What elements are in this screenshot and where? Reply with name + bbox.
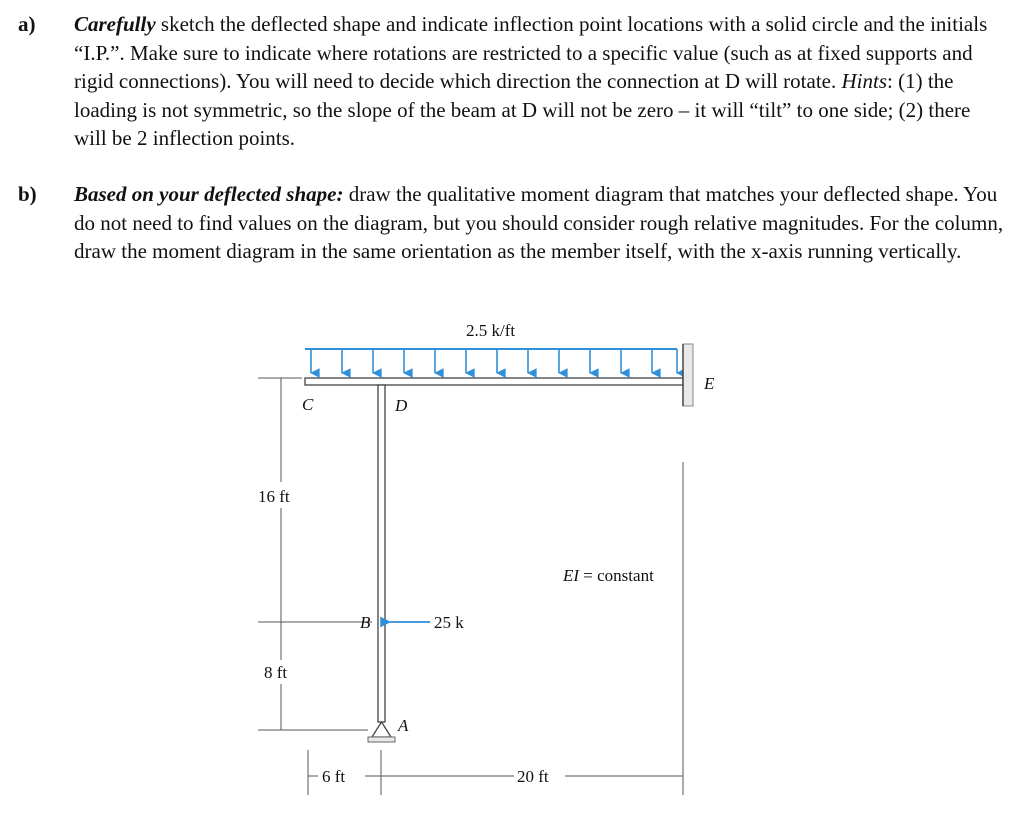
load-label: 2.5 k/ft	[466, 321, 516, 340]
ei-constant: = constant	[579, 566, 654, 585]
question-b-lead: Based on your deflected shape:	[74, 182, 344, 206]
dim-16ft-label: 16 ft	[258, 487, 290, 506]
label-c: C	[302, 395, 314, 414]
question-a-text-part2: : (1) the loading is not symmetric, so the slope of the beam at D will not be zero – it will “tilt” to one side; (2) there will be 2 inflection points.	[74, 69, 971, 150]
point-load-label: 25 k	[434, 613, 464, 632]
label-a: A	[398, 716, 409, 735]
question-b-text-part1: draw the qualitative moment diagram that matches your deflected shape. You do not need to find values on the diagram, but you should consider rough relative magnitudes. For the column, draw the moment diagram in the same orientation as the member itself, with the x-axis running vertically.	[74, 182, 1004, 263]
label-b: B	[360, 613, 371, 632]
question-b-label: b)	[18, 182, 37, 206]
dim-8ft-label: 8 ft	[264, 663, 288, 682]
dim-6ft-label: 6 ft	[322, 767, 346, 786]
question-a-text-part1: sketch the deflected shape and indicate inflection point locations with a solid circle and the initials “I.P.”. Make sure to indicate where rotations are restricted to a specific value (such as at fixed supports and rigid connections). You will need to decide which direction the connection at D will rotate.	[74, 12, 988, 93]
label-e: E	[704, 374, 715, 393]
ei-symbol: EI	[563, 566, 580, 585]
ei-label	[562, 566, 654, 585]
question-a-lead: Carefully	[74, 12, 156, 36]
dim-20ft-label: 20 ft	[517, 767, 549, 786]
label-d: D	[395, 396, 408, 415]
distributed-load	[305, 349, 677, 373]
hints-label: Hints	[841, 69, 887, 93]
question-a-label: a)	[18, 12, 36, 36]
beam-ce	[305, 378, 683, 385]
fixed-support-e	[683, 344, 693, 406]
pin-support-a	[368, 722, 395, 742]
load-arrows	[311, 349, 677, 373]
column-da	[378, 385, 385, 722]
